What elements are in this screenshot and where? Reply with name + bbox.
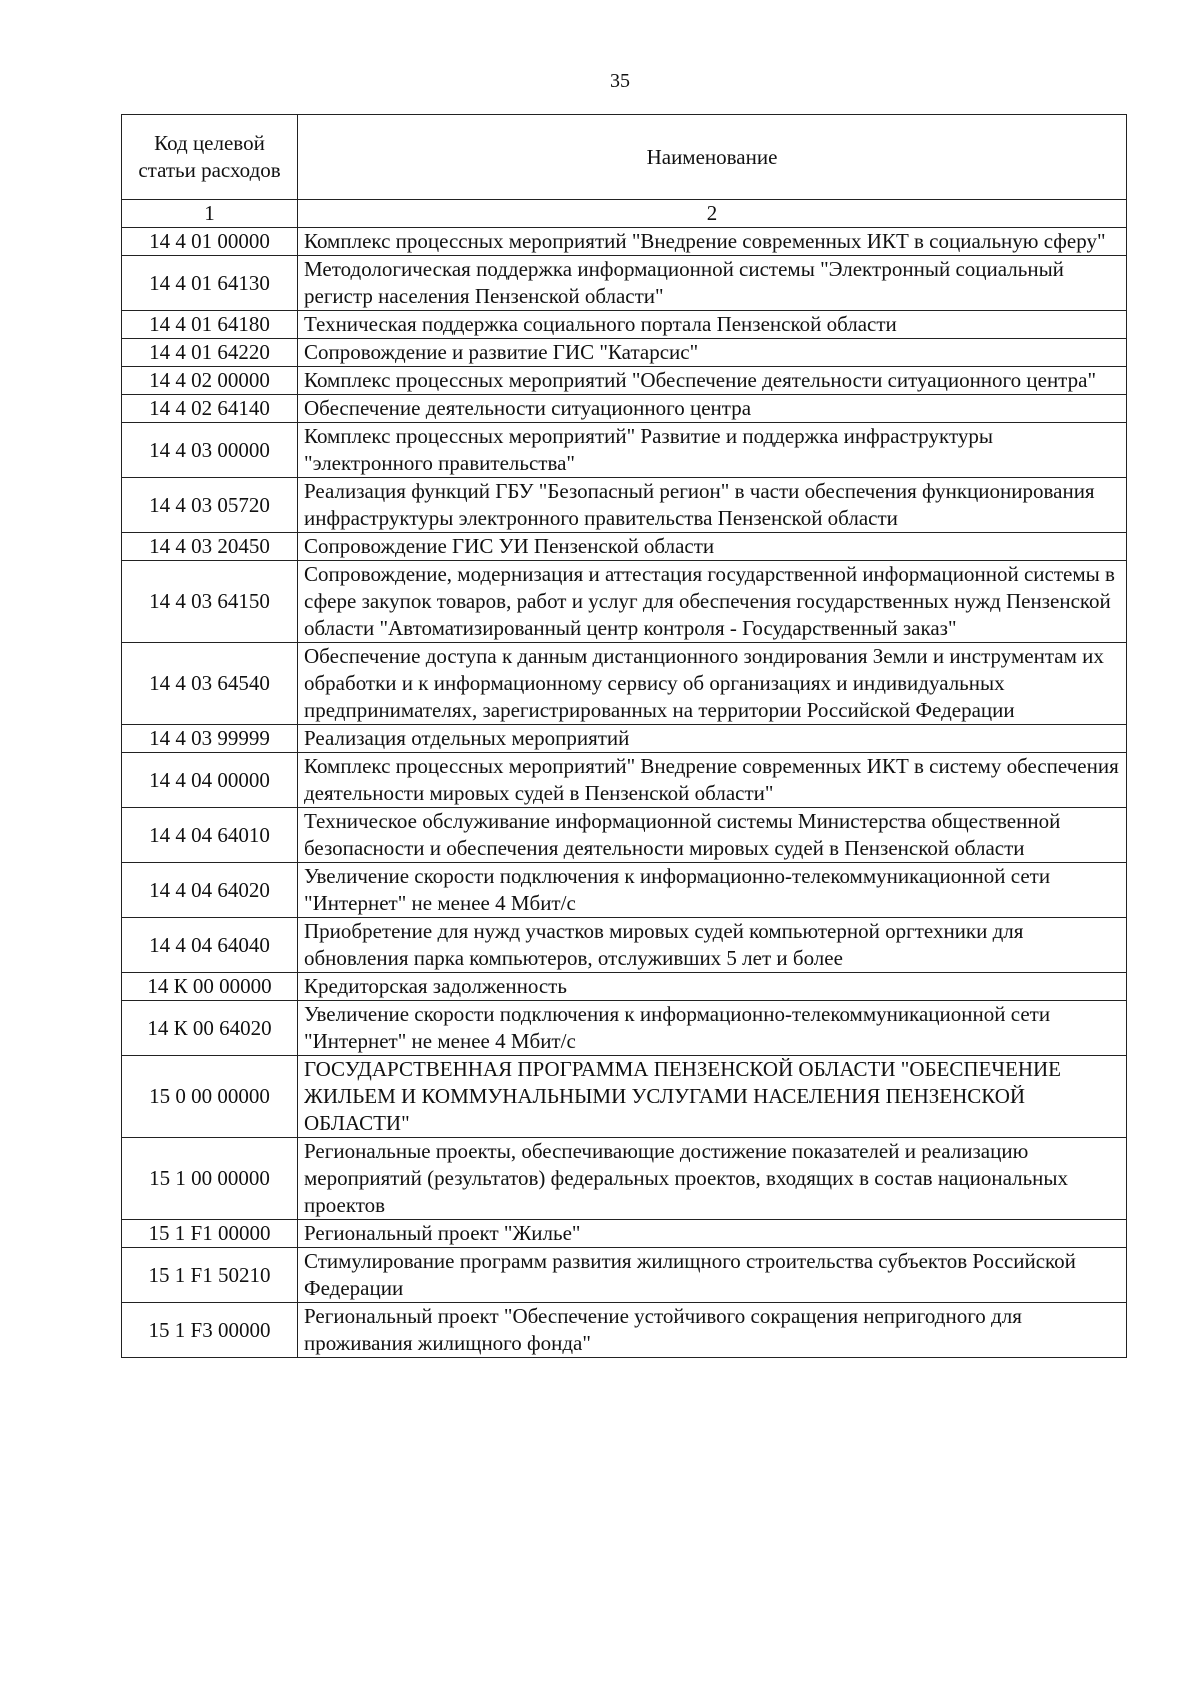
- row-name: Увеличение скорости подключения к информационно-телекоммуникационной сети "Интернет" не менее 4 Мбит/с: [298, 863, 1127, 918]
- row-name: Стимулирование программ развития жилищного строительства субъектов Российской Федерации: [298, 1248, 1127, 1303]
- table-row: [122, 863, 1127, 918]
- row-name: Методологическая поддержка информационной системы "Электронный социальный регистр населения Пензенской области": [298, 256, 1127, 311]
- table-row: [122, 561, 1127, 643]
- row-code: 14 4 02 00000: [122, 367, 298, 395]
- table-row: [122, 1056, 1127, 1138]
- row-code: 14 4 04 00000: [122, 753, 298, 808]
- table-row: [122, 423, 1127, 478]
- table-row: [122, 725, 1127, 753]
- row-code: 14 4 01 64180: [122, 311, 298, 339]
- row-code: 15 1 F1 00000: [122, 1220, 298, 1248]
- row-code: 15 1 F1 50210: [122, 1248, 298, 1303]
- row-name: Увеличение скорости подключения к информационно-телекоммуникационной сети "Интернет" не менее 4 Мбит/с: [298, 1001, 1127, 1056]
- row-code: 14 4 01 64220: [122, 339, 298, 367]
- row-name: Региональные проекты, обеспечивающие достижение показателей и реализацию мероприятий (результатов) федеральных проектов, входящих в состав национальных проектов: [298, 1138, 1127, 1220]
- row-code: 14 4 03 00000: [122, 423, 298, 478]
- table-row: [122, 478, 1127, 533]
- row-name: Комплекс процессных мероприятий "Обеспечение деятельности ситуационного центра": [298, 367, 1127, 395]
- row-name: Комплекс процессных мероприятий" Внедрение современных ИКТ в систему обеспечения деятельности мировых судей в Пензенской области": [298, 753, 1127, 808]
- header-name: Наименование: [298, 115, 1127, 200]
- row-code: 14 4 03 99999: [122, 725, 298, 753]
- row-code: 15 1 00 00000: [122, 1138, 298, 1220]
- table-row: [122, 973, 1127, 1001]
- table-row: [122, 1138, 1127, 1220]
- row-name: Техническое обслуживание информационной системы Министерства общественной безопасности и обеспечения деятельности мировых судей в Пензенской области: [298, 808, 1127, 863]
- table-row: [122, 533, 1127, 561]
- table-row: [122, 808, 1127, 863]
- table-row: [122, 339, 1127, 367]
- table-row: [122, 918, 1127, 973]
- row-name: Кредиторская задолженность: [298, 973, 1127, 1001]
- row-name: Обеспечение деятельности ситуационного центра: [298, 395, 1127, 423]
- page-number: 35: [610, 70, 630, 92]
- row-name: ГОСУДАРСТВЕННАЯ ПРОГРАММА ПЕНЗЕНСКОЙ ОБЛАСТИ "ОБЕСПЕЧЕНИЕ ЖИЛЬЕМ И КОММУНАЛЬНЫМИ УСЛУГАМИ НАСЕЛЕНИЯ ПЕНЗЕНСКОЙ ОБЛАСТИ": [298, 1056, 1127, 1138]
- row-name: Сопровождение и развитие ГИС "Катарсис": [298, 339, 1127, 367]
- budget-classification-table: [121, 114, 1127, 1358]
- row-code: 14 К 00 64020: [122, 1001, 298, 1056]
- column-number-1: 1: [122, 200, 298, 228]
- row-name: Реализация функций ГБУ "Безопасный регион" в части обеспечения функционирования инфраструктуры электронного правительства Пензенской области: [298, 478, 1127, 533]
- table-row: [122, 367, 1127, 395]
- row-name: Реализация отдельных мероприятий: [298, 725, 1127, 753]
- header-code: Код целевой статьи расходов: [122, 115, 298, 200]
- row-name: Сопровождение ГИС УИ Пензенской области: [298, 533, 1127, 561]
- row-name: Обеспечение доступа к данным дистанционного зондирования Земли и инструментам их обработки и к информационному сервису об организациях и индивидуальных предпринимателях, зарегистрированных на территории Российской Федерации: [298, 643, 1127, 725]
- column-number-row: [122, 200, 1127, 228]
- row-name: Региональный проект "Жилье": [298, 1220, 1127, 1248]
- table-row: [122, 643, 1127, 725]
- table-row: [122, 753, 1127, 808]
- row-name: Региональный проект "Обеспечение устойчивого сокращения непригодного для проживания жилищного фонда": [298, 1303, 1127, 1358]
- table-row: [122, 1001, 1127, 1056]
- row-code: 14 4 03 64150: [122, 561, 298, 643]
- table-body: [122, 228, 1127, 1358]
- row-code: 14 К 00 00000: [122, 973, 298, 1001]
- row-code: 15 0 00 00000: [122, 1056, 298, 1138]
- table-row: [122, 1248, 1127, 1303]
- row-name: Комплекс процессных мероприятий "Внедрение современных ИКТ в социальную сферу": [298, 228, 1127, 256]
- row-code: 14 4 01 00000: [122, 228, 298, 256]
- row-name: Приобретение для нужд участков мировых судей компьютерной оргтехники для обновления парка компьютеров, отслуживших 5 лет и более: [298, 918, 1127, 973]
- column-number-2: 2: [298, 200, 1127, 228]
- table-row: [122, 256, 1127, 311]
- row-name: Сопровождение, модернизация и аттестация государственной информационной системы в сфере закупок товаров, работ и услуг для обеспечения государственных нужд Пензенской области "Автоматизированный центр контроля - Государственный заказ": [298, 561, 1127, 643]
- row-code: 14 4 04 64020: [122, 863, 298, 918]
- row-code: 14 4 03 20450: [122, 533, 298, 561]
- table-row: [122, 1303, 1127, 1358]
- row-code: 14 4 02 64140: [122, 395, 298, 423]
- row-code: 14 4 03 05720: [122, 478, 298, 533]
- table-row: [122, 395, 1127, 423]
- row-code: 14 4 04 64010: [122, 808, 298, 863]
- row-code: 15 1 F3 00000: [122, 1303, 298, 1358]
- row-code: 14 4 04 64040: [122, 918, 298, 973]
- row-code: 14 4 01 64130: [122, 256, 298, 311]
- row-code: 14 4 03 64540: [122, 643, 298, 725]
- table-row: [122, 228, 1127, 256]
- table-header-row: [122, 115, 1127, 200]
- table-row: [122, 311, 1127, 339]
- row-name: Комплекс процессных мероприятий" Развитие и поддержка инфраструктуры "электронного правительства": [298, 423, 1127, 478]
- table-row: [122, 1220, 1127, 1248]
- row-name: Техническая поддержка социального портала Пензенской области: [298, 311, 1127, 339]
